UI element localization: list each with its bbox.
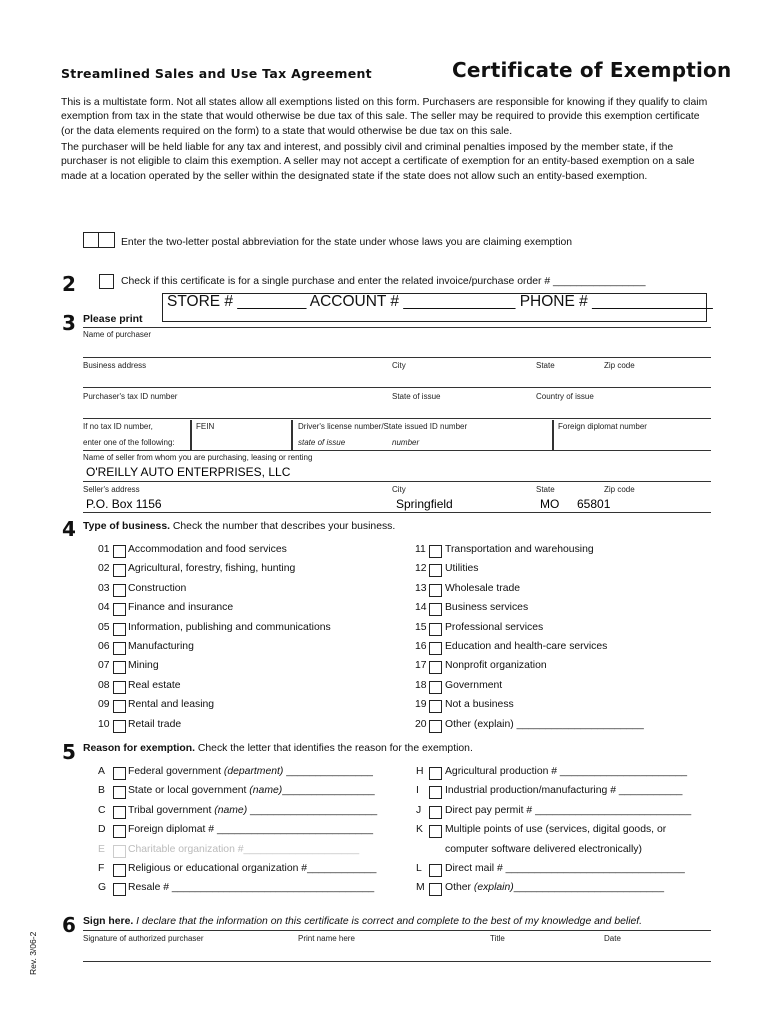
- business-type-number: 18: [415, 679, 427, 691]
- business-type-label: Professional services: [445, 621, 544, 633]
- dl-number-label: number: [392, 438, 420, 447]
- id-separator-line: [83, 418, 711, 419]
- no-tax-id-label-2: enter one of the following:: [83, 438, 175, 447]
- reason-text: Tribal government: [128, 804, 215, 816]
- business-type-label: Nonprofit organization: [445, 660, 547, 672]
- certificate-title: Certificate of Exemption: [452, 58, 732, 82]
- reason-text: Other: [445, 882, 474, 894]
- dl-divider: [291, 420, 293, 450]
- business-type-number: 13: [415, 582, 427, 594]
- business-type-number: 16: [415, 641, 427, 652]
- business-type-label: Not a business: [445, 699, 514, 711]
- reason-letter: E: [98, 843, 105, 855]
- seller-zip-value[interactable]: 65801: [577, 497, 611, 511]
- business-type-checkbox[interactable]: [113, 584, 126, 597]
- reason-checkbox[interactable]: [429, 864, 442, 877]
- reason-text: Direct mail # _______________________________: [445, 863, 685, 874]
- business-type-checkbox[interactable]: [429, 584, 442, 597]
- reason-italic: (name): [249, 785, 283, 797]
- reason-checkbox[interactable]: [429, 806, 442, 819]
- country-of-issue-label: Country of issue: [536, 392, 594, 401]
- purchaser-name-line[interactable]: [83, 327, 711, 328]
- reason-desc: Check the letter that identifies the reason for the exemption.: [195, 743, 473, 754]
- business-type-number: 15: [415, 621, 427, 633]
- reason-label: [128, 863, 376, 874]
- business-type-number: 10: [98, 718, 110, 730]
- tax-id-line[interactable]: [83, 387, 711, 388]
- section-5-number: 5: [62, 740, 76, 764]
- business-type-checkbox[interactable]: [113, 564, 126, 577]
- business-type-number: 06: [98, 641, 110, 652]
- section1-instructions: Enter the two-letter postal abbreviation for the state under whose laws you are claiming exemption: [121, 237, 573, 248]
- reason-blank: _______________: [283, 766, 373, 777]
- business-type-label: Agricultural, forestry, fishing, hunting: [128, 563, 296, 575]
- reason-text: State or local government: [128, 785, 250, 797]
- tax-id-label: Purchaser's tax ID number: [83, 392, 178, 401]
- reason-letter: H: [416, 766, 424, 777]
- reason-text: Agricultural production # ______________________: [445, 766, 688, 777]
- reason-checkbox[interactable]: [113, 845, 126, 858]
- reason-checkbox[interactable]: [113, 786, 126, 799]
- reason-label: [445, 766, 687, 777]
- reason-text: Foreign diplomat # ___________________________: [128, 824, 373, 836]
- section-3-number: 3: [62, 311, 76, 335]
- reason-checkbox[interactable]: [113, 864, 126, 877]
- reason-blank: ______________________: [247, 804, 378, 816]
- reason-text: Federal government: [128, 766, 224, 777]
- business-type-number: 12: [415, 563, 427, 575]
- reason-letter: M: [416, 882, 425, 894]
- business-type-label: Wholesale trade: [445, 582, 521, 594]
- seller-name-line: [83, 481, 711, 482]
- sign-here-heading: [83, 916, 642, 927]
- sign-top-line: [83, 930, 711, 931]
- business-type-number: 17: [415, 660, 427, 672]
- business-type-checkbox[interactable]: [113, 623, 126, 636]
- business-type-label: Manufacturing: [128, 641, 194, 652]
- date-label: Date: [604, 934, 621, 943]
- business-type-number: 04: [98, 602, 110, 614]
- agreement-title: Streamlined Sales and Use Tax Agreement: [61, 66, 372, 81]
- reason-italic: (department): [223, 766, 284, 777]
- reason-letter: L: [416, 863, 422, 874]
- reason-text: Industrial production/manufacturing # ___________: [445, 785, 683, 797]
- zip-label: Zip code: [604, 361, 635, 370]
- seller-name-label: Name of seller from whom you are purchasing, leasing or renting: [83, 453, 313, 462]
- intro-paragraph-1: This is a multistate form. Not all states allow all exemptions listed on this form. Purchasers are responsible for knowing if they qualify to claim exemption from tax in the state that would otherwise be due tax of this sale. The seller may be required to provide this exemption certificate (or the data elements required on the form) to a state that would otherwise be due tax on this sale.: [61, 97, 708, 137]
- reason-text: Resale # ___________________________________: [128, 882, 375, 894]
- seller-name-value[interactable]: O'REILLY AUTO ENTERPRISES, LLC: [86, 465, 291, 479]
- state-label: State: [536, 361, 555, 370]
- business-type-checkbox[interactable]: [429, 720, 442, 733]
- business-type-checkbox[interactable]: [113, 642, 126, 655]
- intro-paragraph-2: The purchaser will be held liable for any tax and interest, and possibly civil and criminal penalties imposed by the member state, if the purchaser is not eligible to claim this exemption. A seller may not accept a certificate of exemption for an entity-based exemption on a sale made at a location operated by the seller within the designated state if the state does not allow such an entity-based exemption.: [61, 142, 695, 182]
- business-type-checkbox[interactable]: [429, 642, 442, 655]
- reason-letter: K: [416, 824, 423, 836]
- seller-address-label: Seller's address: [83, 485, 140, 494]
- purchaser-name-label: Name of purchaser: [83, 330, 152, 339]
- reason-text: Religious or educational organization #____________: [128, 863, 377, 874]
- reason-checkbox[interactable]: [429, 786, 442, 799]
- type-of-business-desc: Check the number that describes your business.: [170, 521, 396, 532]
- business-type-checkbox[interactable]: [429, 623, 442, 636]
- reason-checkbox[interactable]: [113, 825, 126, 838]
- business-type-checkbox[interactable]: [429, 700, 442, 713]
- seller-address-value[interactable]: P.O. Box 1156: [86, 497, 162, 511]
- reason-label: [128, 766, 373, 777]
- reason-label: [128, 844, 359, 855]
- reason-label: [445, 824, 666, 835]
- business-type-label: Retail trade: [128, 718, 182, 730]
- business-type-label: Government: [445, 679, 503, 691]
- business-type-checkbox[interactable]: [429, 661, 442, 674]
- business-type-number: 09: [98, 699, 110, 711]
- business-type-label: Real estate: [128, 679, 181, 691]
- reason-label: [445, 863, 685, 874]
- reason-title: Reason for exemption.: [83, 743, 196, 754]
- city-label: City: [392, 361, 406, 370]
- business-type-number: 02: [98, 563, 110, 575]
- business-type-label: Other (explain) ______________________: [445, 718, 644, 730]
- reason-letter: C: [98, 804, 106, 816]
- reason-label: [445, 785, 682, 796]
- business-type-label: Business services: [445, 602, 529, 614]
- business-type-checkbox[interactable]: [113, 700, 126, 713]
- reason-letter: A: [98, 766, 105, 777]
- seller-state-label: State: [536, 485, 555, 494]
- reason-text: Direct pay permit # ___________________________: [445, 804, 692, 816]
- reason-checkbox[interactable]: [113, 806, 126, 819]
- print-name-label: Print name here: [298, 934, 355, 943]
- reason-italic: (explain): [473, 882, 514, 894]
- business-address-label: Business address: [83, 361, 147, 370]
- type-of-business-heading: [83, 521, 395, 532]
- revision-label: Rev. 3/06-2: [28, 931, 38, 975]
- business-type-label: Utilities: [445, 563, 479, 575]
- id-bottom-line: [83, 450, 711, 451]
- section-2-number: 2: [62, 272, 76, 296]
- dl-state-label: state of issue: [298, 438, 346, 447]
- reason-label: [128, 824, 373, 835]
- business-type-number: 05: [98, 621, 110, 633]
- reason-letter: G: [98, 882, 107, 894]
- business-type-checkbox[interactable]: [429, 564, 442, 577]
- business-type-label: Finance and insurance: [128, 602, 234, 614]
- business-type-checkbox[interactable]: [429, 681, 442, 694]
- section-4-number: 4: [62, 517, 76, 541]
- sign-declaration: I declare that the information on this certificate is correct and complete to the best of my knowledge and belief.: [133, 916, 643, 927]
- business-type-label: Transportation and warehousing: [445, 544, 594, 555]
- business-type-number: 08: [98, 679, 110, 691]
- reason-letter: D: [98, 824, 106, 836]
- business-type-checkbox[interactable]: [113, 720, 126, 733]
- reason-text: Charitable organization #____________________: [128, 843, 360, 855]
- fein-divider: [190, 420, 192, 450]
- fein-label: FEIN: [196, 422, 215, 431]
- seller-zip-label: Zip code: [604, 485, 635, 494]
- title-label: Title: [490, 934, 505, 943]
- business-type-checkbox[interactable]: [429, 545, 442, 558]
- reason-label: [128, 785, 375, 796]
- reason-continuation: computer software delivered electronically): [445, 843, 642, 855]
- reason-italic: (name): [214, 804, 248, 816]
- reason-text: Multiple points of use (services, digital goods, or: [445, 824, 667, 836]
- type-of-business-title: Type of business.: [83, 521, 170, 532]
- reason-label: [445, 805, 691, 816]
- no-tax-id-label-1: If no tax ID number,: [83, 422, 153, 431]
- business-type-label: Mining: [128, 660, 159, 672]
- reason-heading: [83, 743, 473, 754]
- state-of-issue-label: State of issue: [392, 392, 441, 401]
- section-6-number: 6: [62, 913, 76, 937]
- reason-label: [128, 882, 374, 893]
- please-print-heading: Please print: [83, 313, 143, 325]
- dl-label: Driver's license number/State issued ID number: [298, 422, 468, 431]
- business-type-label: Construction: [128, 582, 187, 594]
- reason-checkbox[interactable]: [429, 767, 442, 780]
- business-type-label: Information, publishing and communications: [128, 621, 331, 633]
- reason-letter: F: [98, 863, 105, 874]
- foreign-divider: [552, 420, 554, 450]
- business-type-number: 01: [98, 544, 110, 555]
- reason-checkbox[interactable]: [113, 767, 126, 780]
- signature-label: Signature of authorized purchaser: [83, 934, 204, 943]
- reason-blank: ________________: [282, 785, 375, 797]
- business-type-number: 11: [415, 544, 426, 555]
- signature-line[interactable]: [83, 961, 711, 962]
- state-abbrev-box-2[interactable]: [98, 232, 115, 248]
- business-type-number: 03: [98, 582, 110, 594]
- reason-letter: J: [416, 804, 422, 816]
- business-type-checkbox[interactable]: [429, 603, 442, 616]
- seller-address-line: [83, 512, 711, 513]
- business-type-checkbox[interactable]: [113, 661, 126, 674]
- business-type-number: 07: [98, 660, 110, 672]
- business-type-label: Rental and leasing: [128, 699, 215, 711]
- business-address-line[interactable]: [83, 357, 711, 358]
- reason-letter: B: [98, 785, 105, 797]
- reason-letter: I: [416, 785, 419, 797]
- business-type-checkbox[interactable]: [113, 545, 126, 558]
- reason-checkbox[interactable]: [113, 883, 126, 896]
- single-purchase-label: Check if this certificate is for a single purchase and enter the related invoice/purchase order # ________________: [121, 276, 646, 287]
- store-account-phone-text: STORE # ________ ACCOUNT # _____________ PHONE # ______________: [167, 293, 713, 310]
- seller-city-label: City: [392, 485, 406, 494]
- seller-city-value[interactable]: Springfield: [396, 497, 453, 511]
- seller-state-value[interactable]: MO: [540, 497, 560, 511]
- single-purchase-checkbox[interactable]: [99, 274, 114, 289]
- reason-label: [128, 805, 377, 816]
- reason-checkbox[interactable]: [429, 825, 442, 838]
- reason-label: [445, 882, 664, 893]
- reason-blank: __________________________: [513, 882, 664, 894]
- sign-here-title: Sign here.: [83, 916, 134, 927]
- business-type-checkbox[interactable]: [113, 681, 126, 694]
- reason-checkbox[interactable]: [429, 883, 442, 896]
- business-type-checkbox[interactable]: [113, 603, 126, 616]
- business-type-number: 19: [415, 699, 427, 711]
- business-type-label: Accommodation and food services: [128, 544, 287, 555]
- business-type-label: Education and health-care services: [445, 641, 608, 652]
- business-type-number: 20: [415, 718, 427, 730]
- foreign-diplomat-label: Foreign diplomat number: [558, 422, 647, 431]
- business-type-number: 14: [415, 602, 427, 614]
